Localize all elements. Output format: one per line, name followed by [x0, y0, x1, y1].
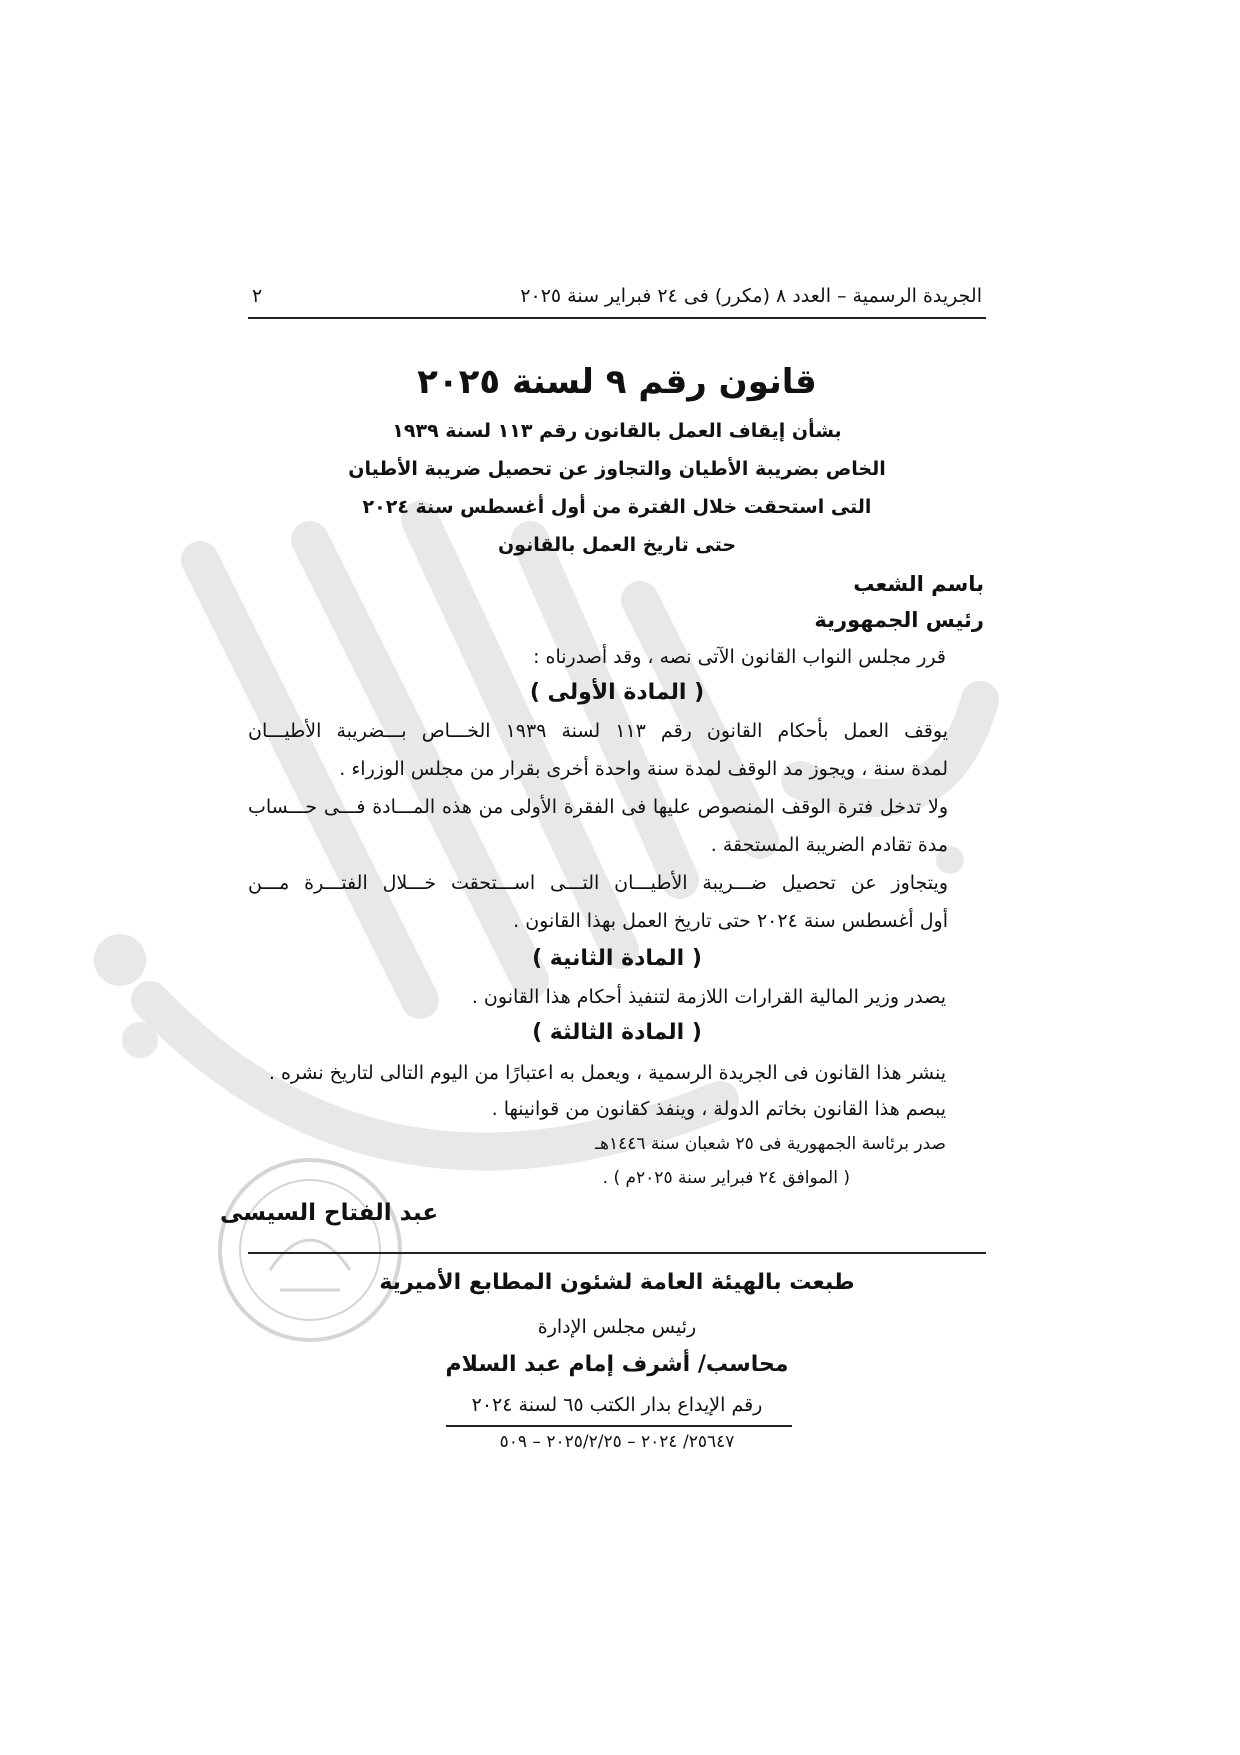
- law-subtitle-line-2: الخاص بضريبة الأطيان والتجاوز عن تحصيل ضريبة الأطيان: [348, 458, 886, 480]
- article-2-heading: ( المادة الثانية ): [532, 946, 702, 971]
- article-3-text: ينشر هذا القانون فى الجريدة الرسمية ، ويعمل به اعتبارًا من اليوم التالى لتاريخ نشره .: [268, 1062, 946, 1084]
- article-1-p3-line-1: ويتجاوز عن تحصيل ضـــريبة الأطيـــان التـــى اســـتحقت خـــلال الفتـــرة مـــن: [248, 872, 948, 894]
- stamp-clause: يبصم هذا القانون بخاتم الدولة ، وينفذ كقانون من قوانينها .: [491, 1098, 946, 1120]
- issued-date-hijri: صدر برئاسة الجمهورية فى ٢٥ شعبان سنة ١٤٤٦هـ: [595, 1134, 946, 1154]
- article-1-p1-line-2: لمدة سنة ، ويجوز مد الوقف لمدة سنة واحدة أخرى بقرار من مجلس الوزراء .: [339, 758, 948, 780]
- article-1-p2-line-2: مدة تقادم الضريبة المستحقة .: [710, 834, 948, 856]
- law-subtitle-line-4: حتى تاريخ العمل بالقانون: [497, 534, 737, 556]
- gazette-issue-title: الجريدة الرسمية – العدد ٨ (مكرر) فى ٢٤ فبراير سنة ٢٠٢٥: [520, 285, 982, 307]
- deposit-separator: [446, 1425, 792, 1427]
- article-1-p1-line-1: يوقف العمل بأحكام القانون رقم ١١٣ لسنة ١٩٣٩ الخـــاص بـــضريبة الأطيـــان: [248, 720, 948, 742]
- law-title: قانون رقم ٩ لسنة ٢٠٢٥: [417, 362, 817, 402]
- article-3-heading: ( المادة الثالثة ): [532, 1020, 702, 1045]
- deposit-number: رقم الإيداع بدار الكتب ٦٥ لسنة ٢٠٢٤: [471, 1394, 763, 1416]
- law-subtitle-line-1: بشأن إيقاف العمل بالقانون رقم ١١٣ لسنة ١٩٣٩: [392, 420, 842, 442]
- print-code: ٢٥٦٤٧/ ٢٠٢٤ – ٢٠٢٥/٢/٢٥ – ٥٠٩: [499, 1432, 735, 1452]
- signature-name: عبد الفتاح السيسى: [220, 1200, 439, 1226]
- preamble: قرر مجلس النواب القانون الآتى نصه ، وقد أصدرناه :: [533, 646, 946, 668]
- footer-separator: [248, 1252, 986, 1254]
- article-1-p3-line-2: أول أغسطس سنة ٢٠٢٤ حتى تاريخ العمل بهذا القانون .: [513, 910, 948, 932]
- article-2-text: يصدر وزير المالية القرارات اللازمة لتنفيذ أحكام هذا القانون .: [471, 986, 946, 1008]
- page-number: ٢: [252, 285, 263, 307]
- running-header: [248, 283, 986, 319]
- in-the-name-of-people: باسم الشعب: [853, 572, 984, 596]
- printed-by: طبعت بالهيئة العامة لشئون المطابع الأميرية: [379, 1270, 855, 1295]
- issued-date-gregorian: ( الموافق ٢٤ فبراير سنة ٢٠٢٥م ) .: [602, 1168, 850, 1188]
- article-1-heading: ( المادة الأولى ): [529, 680, 705, 705]
- board-chair-title: رئيس مجلس الإدارة: [537, 1316, 697, 1338]
- chair-name: محاسب/ أشرف إمام عبد السلام: [445, 1352, 789, 1377]
- president-label: رئيس الجمهورية: [814, 608, 984, 632]
- article-1-p2-line-1: ولا تدخل فترة الوقف المنصوص عليها فى الفقرة الأولى من هذه المـــادة فـــى حـــساب: [248, 796, 948, 818]
- law-subtitle-line-3: التى استحقت خلال الفترة من أول أغسطس سنة ٢٠٢٤: [362, 496, 872, 518]
